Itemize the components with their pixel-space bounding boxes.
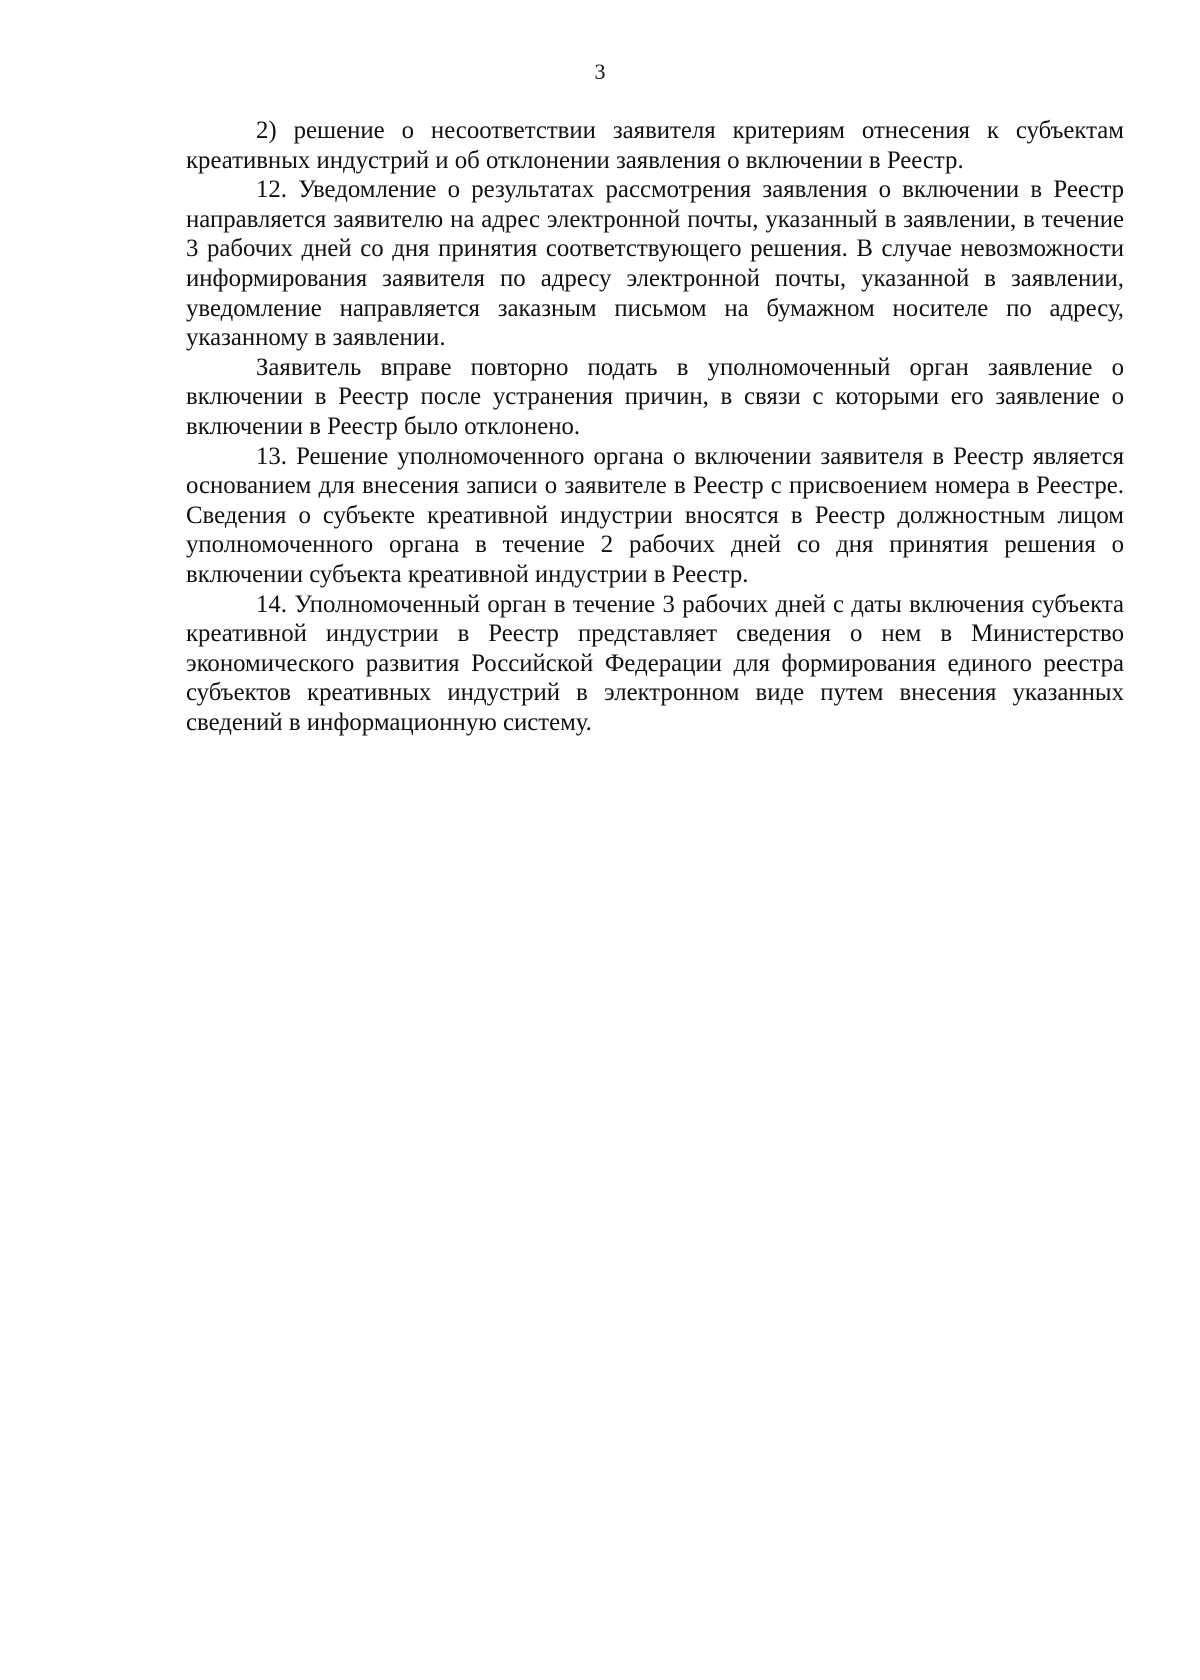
paragraph-12-reapply: Заявитель вправе повторно подать в уполномоченный орган заявление о включении в Реестр после устранения причин, в связи с которыми его заявление о включении в Реестр было отклонено. (186, 353, 1124, 440)
paragraph-12-notification: 12. Уведомление о результатах рассмотрения заявления о включении в Реестр направляется заявителю на адрес электронной почты, указанный в заявлении, в течение 3 рабочих дней со дня принятия соответствующего решения. В случае невозможности информирования заявителя по адресу электронной почты, указанной в заявлении, уведомление направляется заказным письмом на бумажном носителе по адресу, указанному в заявлении. (186, 176, 1124, 352)
paragraph-13-decision-basis: 13. Решение уполномоченного органа о включении заявителя в Реестр является основанием для внесения записи о заявителе в Реестр с присвоением номера в Реестре. Сведения о субъекте креативной индустрии вносятся в Реестр должностным лицом уполномоченного органа в течение 2 рабочих дней со дня принятия решения о включении субъекта креативной индустрии в Реестр. (186, 442, 1124, 588)
paragraph-item-2-decision: 2) решение о несоответствии заявителя критериям отнесения к субъектам креативных индустрий и об отклонении заявления о включении в Реестр. (186, 117, 1124, 174)
page-number: 3 (594, 59, 606, 84)
document-body (186, 116, 1124, 737)
paragraph-14-submission: 14. Уполномоченный орган в течение 3 рабочих дней с даты включения субъекта креативной индустрии в Реестр представляет сведения о нем в Министерство экономического развития Российской Федерации для формирования единого реестра субъектов креативных индустрий в электронном виде путем внесения указанных сведений в информационную систему. (186, 590, 1124, 736)
